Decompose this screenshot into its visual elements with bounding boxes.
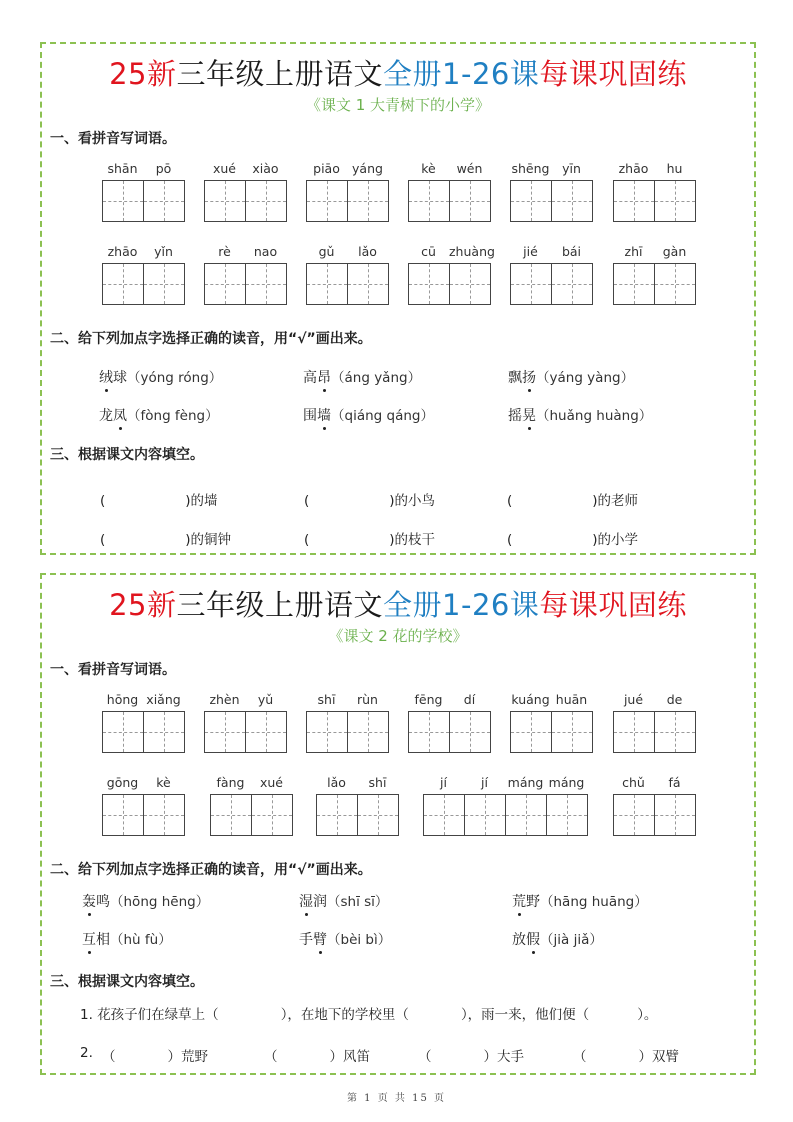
fill-suffix: )的枝干 xyxy=(389,532,436,548)
writing-grid-cell[interactable] xyxy=(245,263,287,305)
writing-grid-cell[interactable] xyxy=(654,711,696,753)
pinyin-options[interactable]: （hōng hēng） xyxy=(110,894,210,910)
fill-suffix: )的墙 xyxy=(185,493,218,509)
pinyin-label: piāo xyxy=(313,161,340,176)
writing-grid-cell[interactable] xyxy=(143,794,185,836)
title-part-3: 全册1-26课 xyxy=(383,588,540,622)
writing-grid-cell[interactable] xyxy=(449,180,491,222)
item-number: 1. xyxy=(80,1007,93,1023)
pronunciation-item xyxy=(512,890,648,911)
open-paren: ( xyxy=(100,493,106,509)
word-suffix: 野 xyxy=(526,894,540,910)
writing-grid-cell[interactable] xyxy=(510,711,552,753)
pinyin-label: kuáng xyxy=(511,692,550,707)
pinyin-label: máng xyxy=(548,775,585,790)
pinyin-label: zhèn xyxy=(209,692,240,707)
item-number: 2. xyxy=(80,1045,93,1061)
pinyin-label: fēng xyxy=(414,692,443,707)
dotted-character: 昂 xyxy=(317,367,331,387)
title-part-4: 每课巩固练 xyxy=(539,588,687,622)
pinyin-label: pō xyxy=(155,161,172,176)
sentence-segment: 花孩子们在绿草上（ xyxy=(97,1007,219,1023)
writing-grid-cell[interactable] xyxy=(143,180,185,222)
writing-grid-cell[interactable] xyxy=(347,711,389,753)
pronunciation-item xyxy=(303,366,421,387)
writing-grid-cell[interactable] xyxy=(204,711,246,753)
fill-sentence-1 xyxy=(80,1003,657,1023)
fill-item xyxy=(418,1045,524,1065)
open-paren: ( xyxy=(304,532,310,548)
fill-item xyxy=(304,489,435,509)
writing-grid-cell[interactable] xyxy=(143,263,185,305)
section-2-heading: 二、给下列加点字选择正确的读音，用“√”画出来。 xyxy=(50,331,372,347)
writing-grid-cell[interactable] xyxy=(613,180,655,222)
pinyin-label: nao xyxy=(253,244,278,259)
writing-grid-cell[interactable] xyxy=(510,180,552,222)
worksheet-title xyxy=(42,583,754,624)
pinyin-label: jué xyxy=(623,692,644,707)
pinyin-label: lǎo xyxy=(358,244,377,259)
pronunciation-item xyxy=(508,404,652,425)
lesson-subtitle: 《课文 2 花的学校》 xyxy=(328,627,468,645)
pinyin-options[interactable]: （hù fù） xyxy=(110,932,172,948)
sentence-segment: ），雨一来，他们便（ xyxy=(460,1007,590,1023)
writing-grid-cell[interactable] xyxy=(245,711,287,753)
pinyin-label: xiǎng xyxy=(146,692,181,707)
fill-item xyxy=(507,528,638,548)
dotted-character: 轰 xyxy=(82,891,96,911)
writing-grid-cell[interactable] xyxy=(102,263,144,305)
fill-item xyxy=(100,528,231,548)
title-part-1: 25新 xyxy=(109,588,177,622)
writing-grid-cell[interactable] xyxy=(204,180,246,222)
pinyin-options[interactable]: （fòng fèng） xyxy=(127,408,219,424)
worksheet-title xyxy=(42,52,754,93)
pinyin-options[interactable]: （shī sī） xyxy=(327,894,389,910)
pinyin-label: huān xyxy=(555,692,588,707)
writing-grid-cell[interactable] xyxy=(306,711,348,753)
dotted-character: 凤 xyxy=(113,405,127,425)
pinyin-label: yǐn xyxy=(154,244,173,259)
word-prefix: 高 xyxy=(303,370,317,386)
pinyin-label: shī xyxy=(317,692,336,707)
dotted-character: 晃 xyxy=(522,405,536,425)
dotted-character: 绒 xyxy=(99,367,113,387)
pronunciation-item xyxy=(303,404,434,425)
fill-item xyxy=(102,1045,208,1065)
dotted-character: 臂 xyxy=(313,929,327,949)
pronunciation-item xyxy=(82,890,209,911)
word-prefix: 摇 xyxy=(508,408,522,424)
dotted-character: 互 xyxy=(82,929,96,949)
lesson-1-panel xyxy=(40,42,756,555)
dotted-character: 湿 xyxy=(299,891,313,911)
writing-grid-cell[interactable] xyxy=(143,711,185,753)
writing-grid-cell[interactable] xyxy=(551,711,593,753)
title-part-2: 三年级上册语文 xyxy=(176,588,384,622)
pinyin-options[interactable]: （yáng yàng） xyxy=(536,370,635,386)
sentence-segment: ），在地下的学校里（ xyxy=(280,1007,409,1023)
fill-item xyxy=(100,489,218,509)
section-3-heading: 三、根据课文内容填空。 xyxy=(50,974,204,990)
pinyin-label: chǔ xyxy=(622,775,645,790)
fill-suffix: ）双臂 xyxy=(638,1049,679,1065)
writing-grid-cell[interactable] xyxy=(464,794,506,836)
writing-grid-cell[interactable] xyxy=(204,263,246,305)
fill-item xyxy=(304,528,435,548)
writing-grid-cell[interactable] xyxy=(654,263,696,305)
pinyin-label: yǔ xyxy=(257,692,274,707)
pinyin-label: bái xyxy=(561,244,582,259)
word-prefix: 手 xyxy=(299,932,313,948)
title-part-1: 25新 xyxy=(109,57,177,91)
writing-grid-cell[interactable] xyxy=(654,180,696,222)
pinyin-label: rùn xyxy=(357,692,378,707)
pinyin-label: dí xyxy=(463,692,476,707)
pinyin-label: gǔ xyxy=(318,244,335,259)
fill-item xyxy=(264,1045,370,1065)
pronunciation-item xyxy=(512,928,603,949)
open-paren: （ xyxy=(418,1049,432,1065)
dotted-character: 假 xyxy=(526,929,540,949)
writing-grid-cell[interactable] xyxy=(306,180,348,222)
writing-grid-cell[interactable] xyxy=(449,263,491,305)
pinyin-label: xué xyxy=(212,161,236,176)
word-prefix: 围 xyxy=(303,408,317,424)
word-prefix: 龙 xyxy=(99,408,113,424)
pinyin-options[interactable]: （hāng huāng） xyxy=(540,894,648,910)
pinyin-label: fàng xyxy=(216,775,245,790)
pinyin-label: shī xyxy=(368,775,387,790)
fill-item xyxy=(507,489,638,509)
open-paren: ( xyxy=(100,532,106,548)
open-paren: ( xyxy=(507,493,513,509)
pinyin-label: rè xyxy=(218,244,231,259)
pinyin-label: xué xyxy=(259,775,283,790)
pinyin-label: cū xyxy=(421,244,436,259)
pinyin-label: zhī xyxy=(624,244,643,259)
pinyin-label: gōng xyxy=(106,775,139,790)
fill-suffix: ）大手 xyxy=(483,1049,524,1065)
pinyin-options[interactable]: （áng yǎng） xyxy=(331,370,422,386)
writing-grid-cell[interactable] xyxy=(613,794,655,836)
pinyin-options[interactable]: （huǎng huàng） xyxy=(536,408,653,424)
word-suffix: 润 xyxy=(313,894,327,910)
pinyin-label: kè xyxy=(156,775,171,790)
pronunciation-item xyxy=(82,928,172,949)
pinyin-label: jí xyxy=(481,775,488,790)
dotted-character: 荒 xyxy=(512,891,526,911)
fill-suffix: )的老师 xyxy=(592,493,639,509)
pinyin-label: zhuàng xyxy=(449,244,495,259)
section-1-heading: 一、看拼音写词语。 xyxy=(50,131,176,147)
section-3-heading: 三、根据课文内容填空。 xyxy=(50,447,204,463)
writing-grid-cell[interactable] xyxy=(306,263,348,305)
dotted-character: 扬 xyxy=(522,367,536,387)
pinyin-label: kè xyxy=(421,161,436,176)
pronunciation-item xyxy=(508,366,634,387)
fill-suffix: )的铜钟 xyxy=(185,532,232,548)
writing-grid-cell[interactable] xyxy=(347,263,389,305)
writing-grid-cell[interactable] xyxy=(357,794,399,836)
pronunciation-item xyxy=(99,404,219,425)
fill-suffix: )的小鸟 xyxy=(389,493,436,509)
writing-grid-cell[interactable] xyxy=(654,794,696,836)
writing-grid-cell[interactable] xyxy=(347,180,389,222)
pinyin-label: gàn xyxy=(662,244,687,259)
pinyin-label: de xyxy=(666,692,683,707)
pinyin-label: lǎo xyxy=(327,775,346,790)
writing-grid-cell[interactable] xyxy=(546,794,588,836)
writing-grid-cell[interactable] xyxy=(613,711,655,753)
fill-item xyxy=(573,1045,679,1065)
pinyin-label: hōng xyxy=(106,692,139,707)
writing-grid-cell[interactable] xyxy=(245,180,287,222)
page-footer: 第 1 页 共 15 页 xyxy=(347,1093,446,1104)
writing-grid-cell[interactable] xyxy=(408,263,450,305)
fill-suffix: ）荒野 xyxy=(167,1049,208,1065)
fill-suffix: )的小学 xyxy=(592,532,639,548)
pinyin-label: shēng xyxy=(511,161,550,176)
lesson-subtitle: 《课文 1 大青树下的小学》 xyxy=(305,96,491,114)
pinyin-options[interactable]: （yóng róng） xyxy=(127,370,223,386)
pinyin-label: yáng xyxy=(352,161,383,176)
writing-grid-cell[interactable] xyxy=(251,794,293,836)
pinyin-label: zhāo xyxy=(618,161,649,176)
pronunciation-item xyxy=(99,366,222,387)
lesson-2-panel xyxy=(40,573,756,1075)
dotted-character: 墙 xyxy=(317,405,331,425)
writing-grid-cell[interactable] xyxy=(505,794,547,836)
section-2-heading: 二、给下列加点字选择正确的读音，用“√”画出来。 xyxy=(50,862,372,878)
title-part-2: 三年级上册语文 xyxy=(176,57,384,91)
title-part-3: 全册1-26课 xyxy=(383,57,540,91)
word-prefix: 飘 xyxy=(508,370,522,386)
writing-grid-cell[interactable] xyxy=(408,180,450,222)
pinyin-options[interactable]: （qiáng qáng） xyxy=(331,408,434,424)
word-prefix: 放 xyxy=(512,932,526,948)
word-suffix: 相 xyxy=(96,932,110,948)
writing-grid-cell[interactable] xyxy=(551,263,593,305)
writing-grid-cell[interactable] xyxy=(102,711,144,753)
title-part-4: 每课巩固练 xyxy=(539,57,687,91)
pinyin-label: wén xyxy=(456,161,483,176)
section-1-heading: 一、看拼音写词语。 xyxy=(50,662,176,678)
pinyin-label: fá xyxy=(668,775,681,790)
pinyin-label: shān xyxy=(107,161,138,176)
writing-grid-cell[interactable] xyxy=(510,263,552,305)
word-suffix: 球 xyxy=(113,370,127,386)
writing-grid-cell[interactable] xyxy=(613,263,655,305)
pinyin-options[interactable]: （jià jiǎ） xyxy=(540,932,603,948)
open-paren: ( xyxy=(304,493,310,509)
pinyin-options[interactable]: （bèi bì） xyxy=(327,932,392,948)
pinyin-label: hu xyxy=(666,161,683,176)
word-suffix: 鸣 xyxy=(96,894,110,910)
open-paren: （ xyxy=(102,1049,116,1065)
pinyin-label: zhāo xyxy=(107,244,138,259)
writing-grid-cell[interactable] xyxy=(551,180,593,222)
fill-suffix: ）风笛 xyxy=(329,1049,370,1065)
pronunciation-item xyxy=(299,890,388,911)
pinyin-label: yīn xyxy=(562,161,581,176)
open-paren: ( xyxy=(507,532,513,548)
pinyin-label: xiào xyxy=(252,161,279,176)
open-paren: （ xyxy=(573,1049,587,1065)
writing-grid-cell[interactable] xyxy=(316,794,358,836)
pronunciation-item xyxy=(299,928,391,949)
open-paren: （ xyxy=(264,1049,278,1065)
pinyin-label: máng xyxy=(507,775,544,790)
writing-grid-cell[interactable] xyxy=(423,794,465,836)
writing-grid-cell[interactable] xyxy=(102,180,144,222)
writing-grid-cell[interactable] xyxy=(102,794,144,836)
writing-grid-cell[interactable] xyxy=(408,711,450,753)
writing-grid-cell[interactable] xyxy=(449,711,491,753)
sentence-segment: ）。 xyxy=(637,1007,658,1023)
pinyin-label: jí xyxy=(440,775,447,790)
writing-grid-cell[interactable] xyxy=(210,794,252,836)
pinyin-label: jié xyxy=(523,244,538,259)
